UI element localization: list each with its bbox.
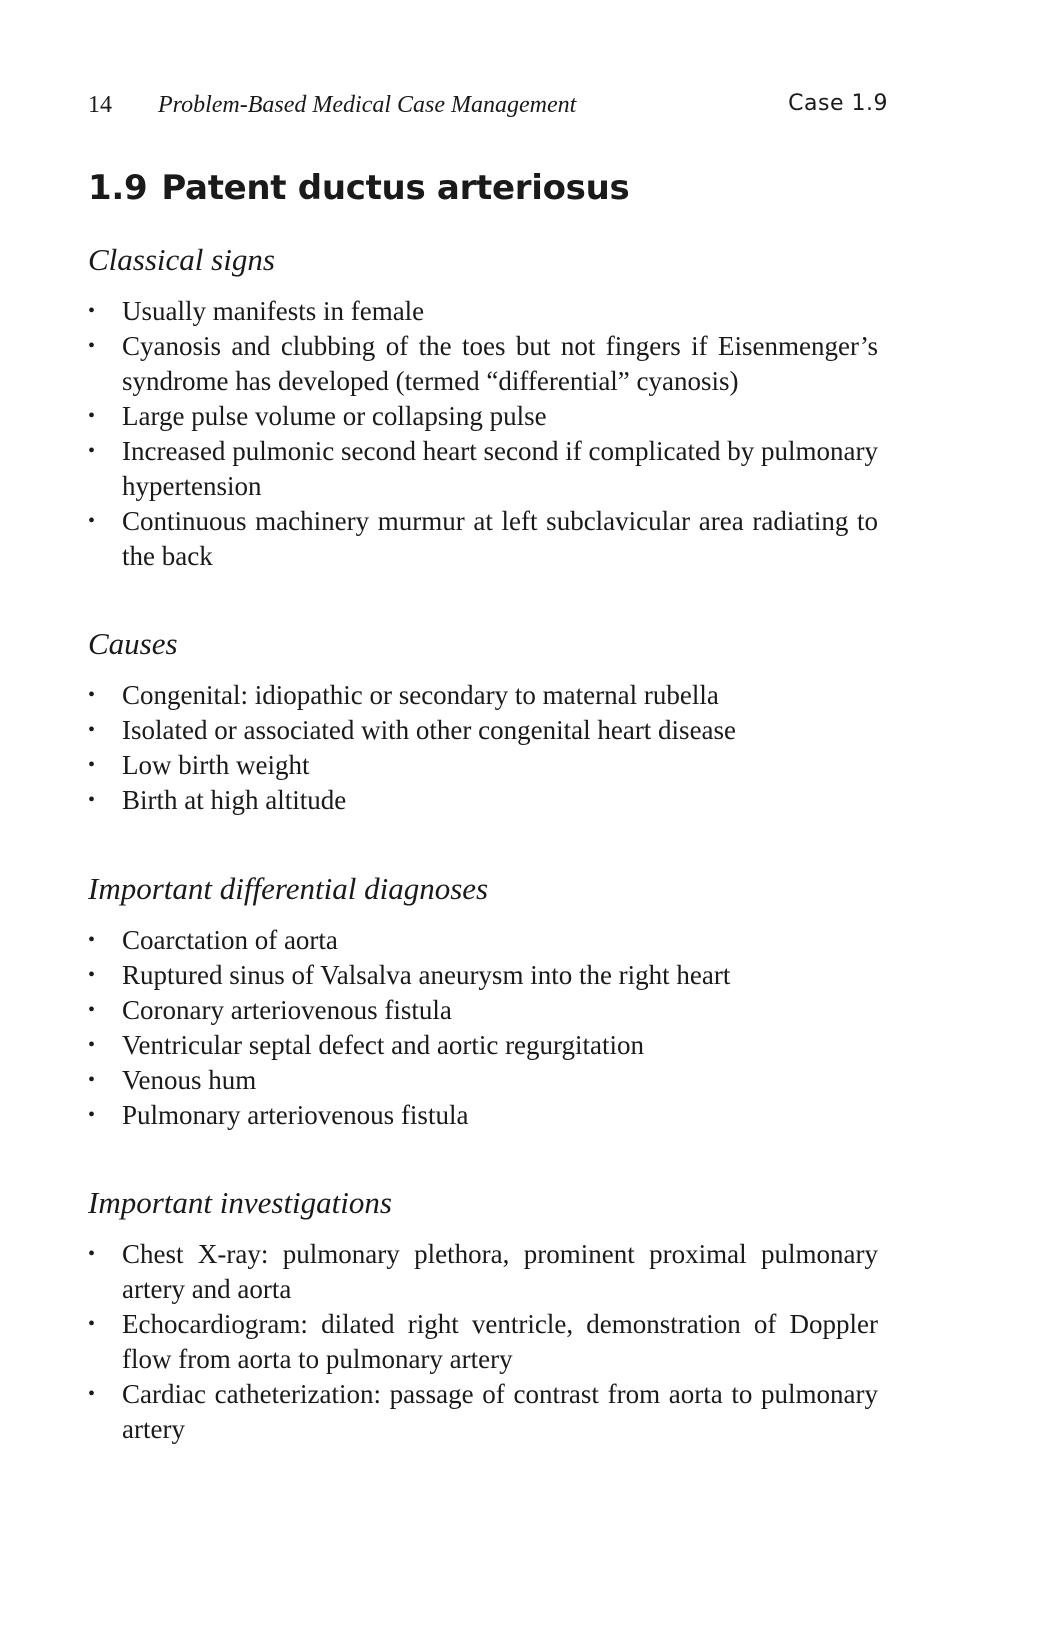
list-item: [88, 993, 878, 1028]
bullet-icon: •: [88, 510, 96, 532]
list-item: [88, 504, 878, 574]
bullet-icon: •: [88, 789, 96, 811]
list-item: [88, 1028, 878, 1063]
list-item: [88, 783, 878, 818]
list-item: [88, 1377, 878, 1447]
list-item-text: Coarctation of aorta: [122, 925, 338, 955]
bullet-icon: •: [88, 1034, 96, 1056]
list-item: [88, 713, 878, 748]
bullet-icon: •: [88, 684, 96, 706]
bullet-icon: •: [88, 405, 96, 427]
page-number: 14: [88, 92, 112, 118]
bullet-icon: •: [88, 964, 96, 986]
list-item-text: Congenital: idiopathic or secondary to maternal rubella: [122, 680, 719, 710]
bullet-icon: •: [88, 1069, 96, 1091]
bullet-icon: •: [88, 999, 96, 1021]
section-classical-signs: [88, 240, 878, 574]
bullet-icon: •: [88, 929, 96, 951]
list-item: [88, 329, 878, 399]
section-investigations: [88, 1183, 878, 1447]
list-item-text: Ruptured sinus of Valsalva aneurysm into the right heart: [122, 960, 731, 990]
list-item-text: Pulmonary arteriovenous fistula: [122, 1100, 469, 1130]
list-item: [88, 1237, 878, 1307]
list-item-text: Birth at high altitude: [122, 785, 347, 815]
bullet-list: [88, 294, 878, 574]
chapter-title: [88, 168, 629, 208]
list-item: [88, 958, 878, 993]
section-causes: [88, 624, 878, 818]
list-item-text: Large pulse volume or collapsing pulse: [122, 401, 547, 431]
list-item: [88, 748, 878, 783]
bullet-icon: •: [88, 300, 96, 322]
running-header: [88, 88, 888, 124]
list-item: [88, 678, 878, 713]
list-item-text: Ventricular septal defect and aortic regurgitation: [122, 1030, 645, 1060]
case-label: Case 1.9: [788, 91, 888, 116]
list-item: [88, 434, 878, 504]
bullet-list: [88, 678, 878, 818]
chapter-title-text: Patent ductus arteriosus: [161, 168, 630, 208]
list-item: [88, 1063, 878, 1098]
bullet-list: [88, 923, 878, 1133]
list-item-text: Chest X-ray: pulmonary plethora, prominent proximal pulmonary artery and aorta: [122, 1239, 878, 1304]
section-heading: Classical signs: [88, 242, 275, 277]
bullet-list: [88, 1237, 878, 1447]
list-item-text: Isolated or associated with other congenital heart disease: [122, 715, 737, 745]
list-item-text: Coronary arteriovenous fistula: [122, 995, 452, 1025]
list-item: [88, 1098, 878, 1133]
bullet-icon: •: [88, 440, 96, 462]
list-item: [88, 1307, 878, 1377]
book-title: Problem-Based Medical Case Management: [158, 92, 577, 118]
bullet-icon: •: [88, 1383, 96, 1405]
section-heading: Important investigations: [88, 1185, 392, 1220]
list-item-text: Increased pulmonic second heart second if complicated by pulmonary hypertension: [122, 436, 878, 501]
list-item: [88, 399, 878, 434]
list-item: [88, 923, 878, 958]
section-differential-diagnoses: [88, 869, 878, 1133]
list-item-text: Continuous machinery murmur at left subclavicular area radiating to the back: [122, 506, 878, 571]
list-item-text: Usually manifests in female: [122, 296, 425, 326]
bullet-icon: •: [88, 1313, 96, 1335]
section-heading: Important differential diagnoses: [88, 871, 489, 906]
section-heading: Causes: [88, 626, 178, 661]
list-item-text: Venous hum: [122, 1065, 257, 1095]
bullet-icon: •: [88, 1243, 96, 1265]
bullet-icon: •: [88, 1104, 96, 1126]
bullet-icon: •: [88, 335, 96, 357]
chapter-number: 1.9: [88, 168, 148, 208]
list-item-text: Cyanosis and clubbing of the toes but not fingers if Eisenmenger’s syndrome has developed (termed “differential” cyanosis): [122, 331, 878, 396]
list-item-text: Echocardiogram: dilated right ventricle, demonstration of Doppler flow from aorta to pulmonary artery: [122, 1309, 878, 1374]
list-item: [88, 294, 878, 329]
list-item-text: Cardiac catheterization: passage of contrast from aorta to pulmonary artery: [122, 1379, 878, 1444]
bullet-icon: •: [88, 719, 96, 741]
list-item-text: Low birth weight: [122, 750, 310, 780]
bullet-icon: •: [88, 754, 96, 776]
